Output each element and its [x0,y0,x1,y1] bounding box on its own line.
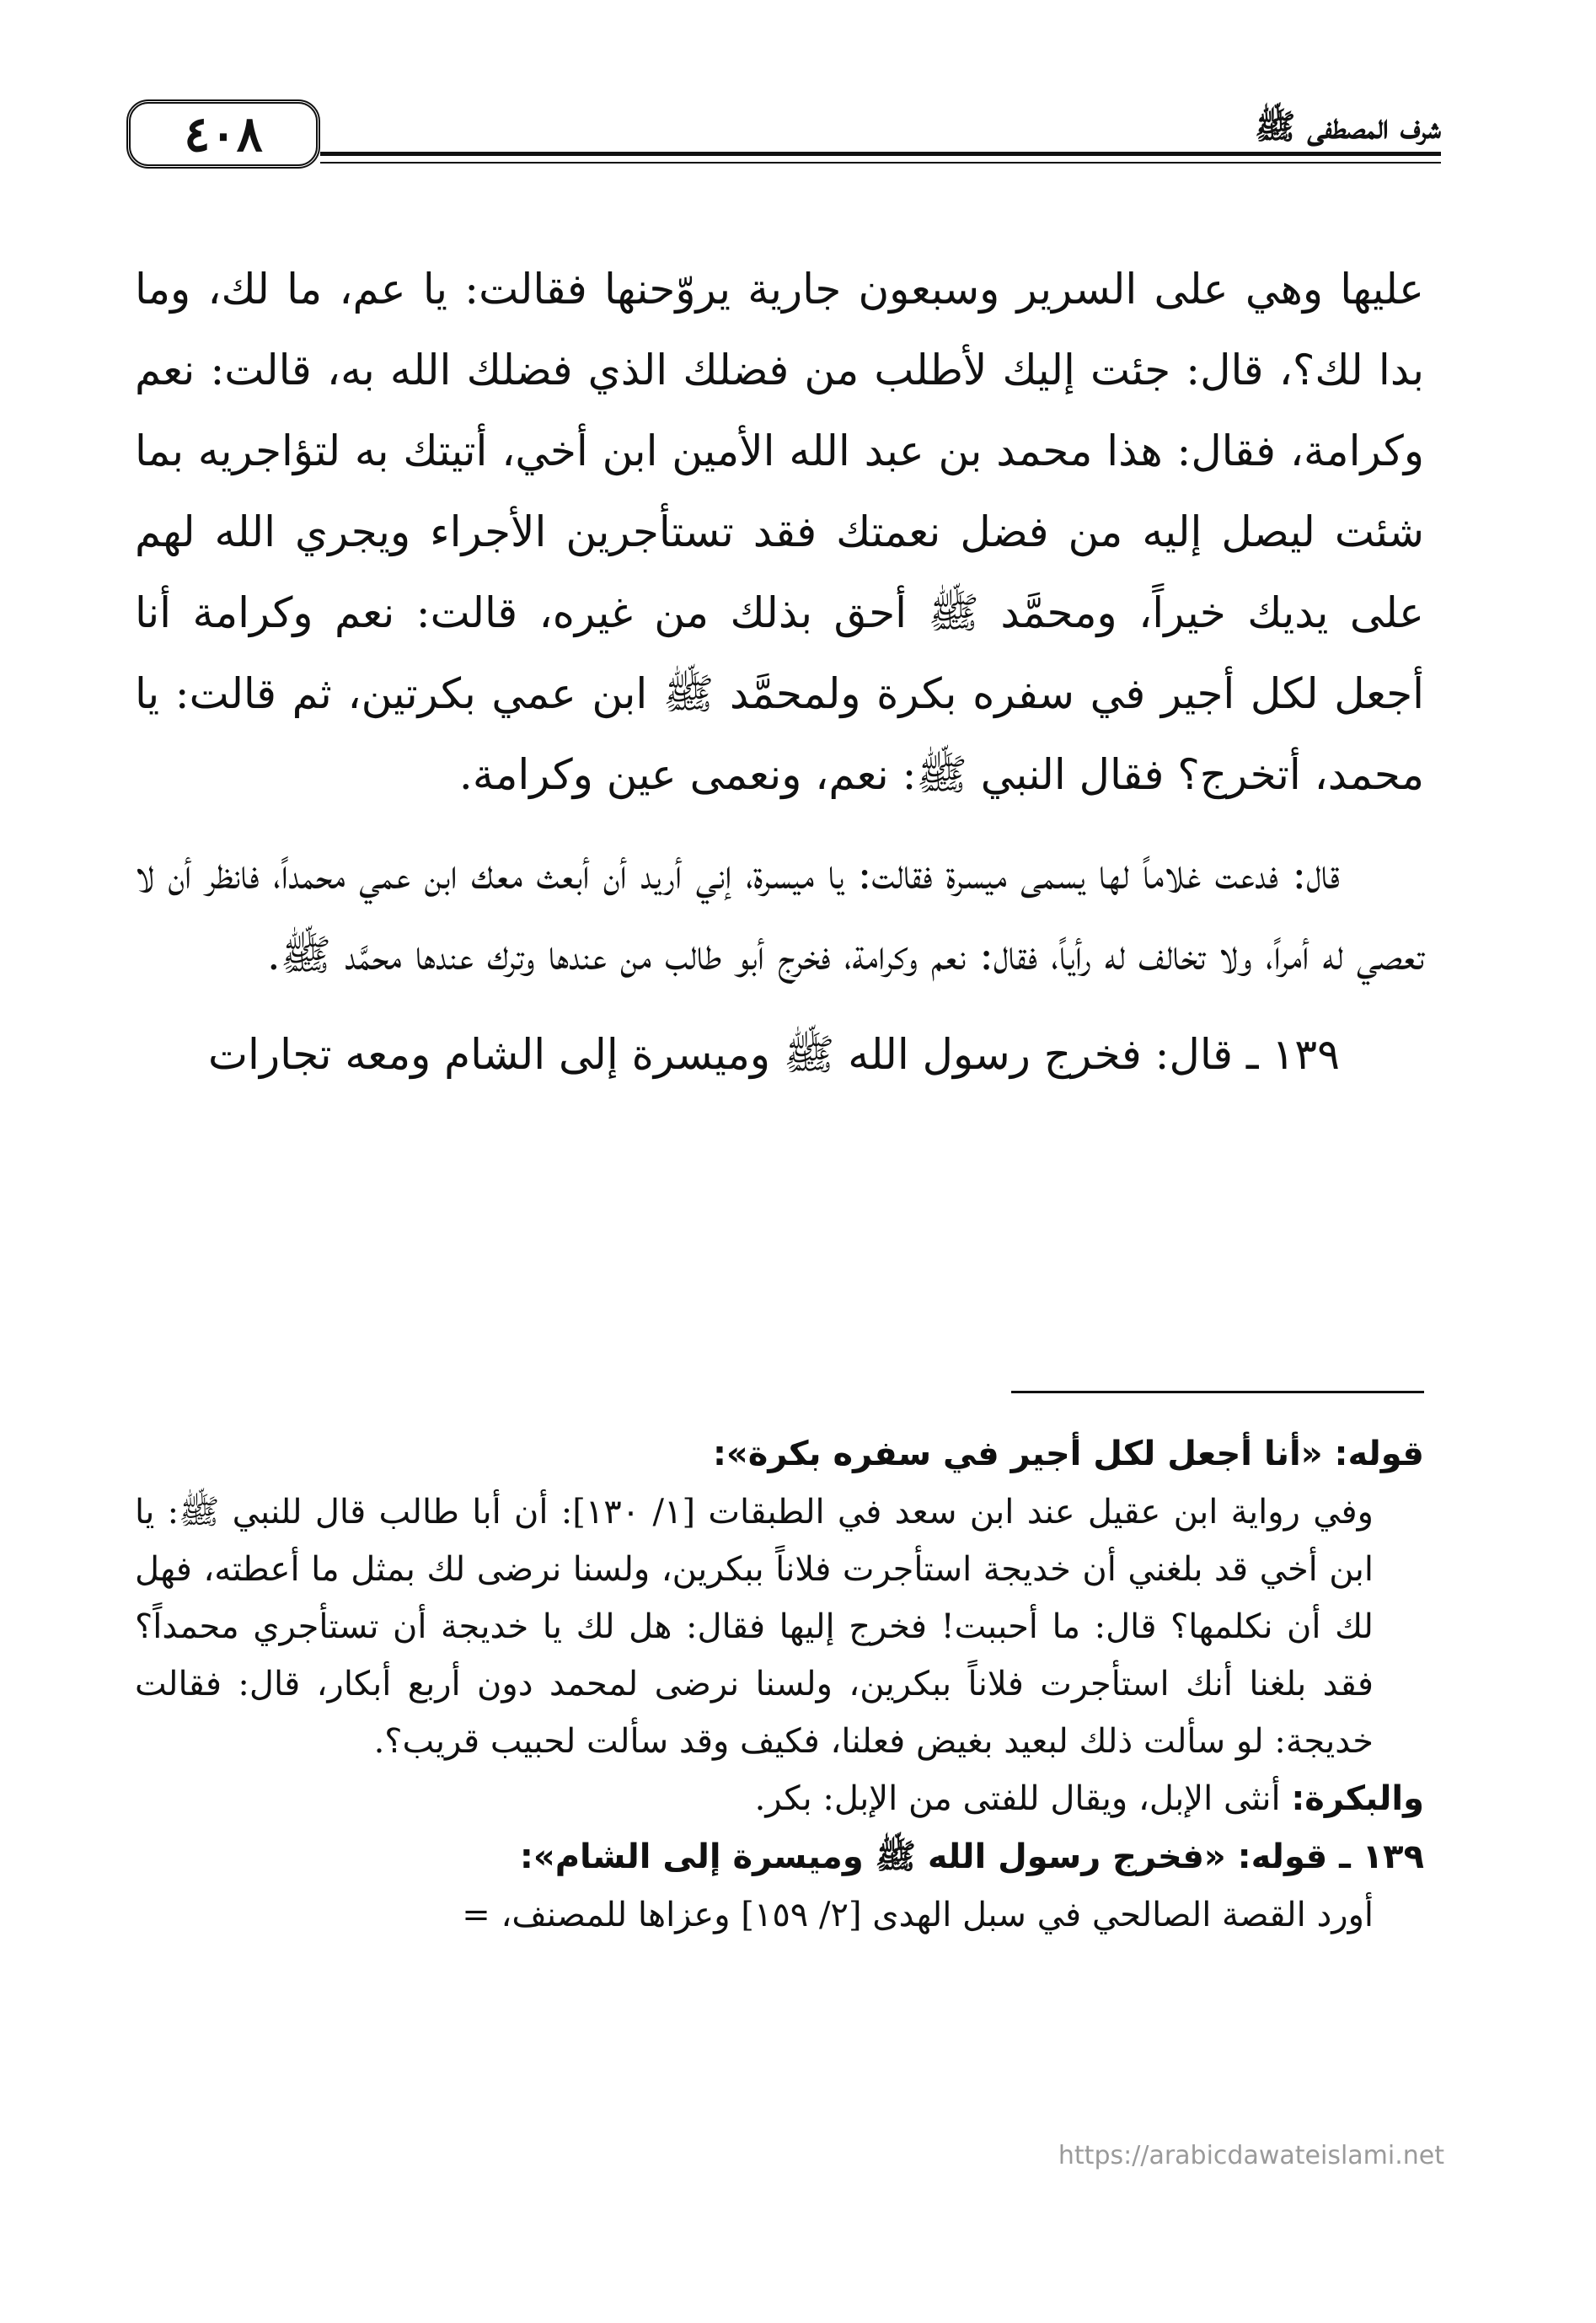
definition-term: والبكرة: [1291,1779,1424,1818]
main-text [135,249,1424,1113]
footnote-definition [135,1770,1424,1827]
watermark-url: https://arabicdawateislami.net [1058,2141,1444,2170]
body-paragraph: قال: فدعت غلاماً لها يسمى ميسرة فقالت: يا ميسرة، إني أريد أن أبعث معك ابن عمي محمداً، فانظر أن لا تعصي له أمراً، ولا تخالف له رأياً، فقال: نعم وكرامة، فخرج أبو طالب من عندها وترك عندها محمَّد ﷺ. [135,850,1424,979]
footnote-text: وفي رواية ابن عقيل عند ابن سعد في الطبقات [١/ ١٣٠]: أن أبا طالب قال للنبي ﷺ: يا ابن أخي قد بلغني أن خديجة استأجرت فلاناً ببكرين، ولسنا نرضى لك بمثل ما أعطته، فهل لك أن نكلمها؟ قال: ما أحببت! فخرج إليها فقال: هل لك يا خديجة أن تستأجري محمداً؟ فقد بلغنا أنك استأجرت فلاناً ببكرين، ولسنا نرضى لمحمد دون أربع أبكار، قال: فقالت خديجة: لو سألت ذلك لبعيد بغيض فعلنا، فكيف وقد سألت لحبيب قريب؟. [135,1493,1374,1761]
footnote-title: ١٣٩ ـ قوله: «فخرج رسول الله ﷺ وميسرة إلى الشام»: [519,1837,1424,1876]
page-number: ٤٠٨ [126,99,320,169]
header-rule [320,152,1441,156]
footnote-text: أورد القصة الصالحي في سبل الهدى [٢/ ١٥٩] وعزاها للمصنف، = [462,1896,1374,1934]
footnotes [135,1424,1424,1944]
page-header [126,99,1441,192]
footnote-title: قوله: «أنا أجعل لكل أجير في سفره بكرة»: [712,1435,1424,1473]
footnote-separator [1011,1391,1424,1393]
header-rule-thin [320,162,1441,164]
definition-text: أنثى الإبل، ويقال للفتى من الإبل: بكر. [754,1779,1292,1818]
running-title: شرف المصطفى ﷺ [1255,107,1441,147]
body-paragraph: عليها وهي على السرير وسبعون جارية يروّحنها فقالت: يا عم، ما لك، وما بدا لك؟، قال: جئت إليك لأطلب من فضلك الذي فضلك الله به، قالت: نعم وكرامة، فقال: هذا محمد بن عبد الله الأمين ابن أخي، أتيتك به لتؤاجريه بما شئت ليصل إليه من فضل نعمتك فقد تستأجرين الأجراء ويجري الله لهم على يديك خيراً، ومحمَّد ﷺ أحق بذلك من غيره، قالت: نعم وكرامة أنا أجعل لكل أجير في سفره بكرة ولمحمَّد ﷺ ابن عمي بكرتين، ثم قالت: يا محمد، أتخرج؟ فقال النبي ﷺ: نعم، ونعمى عين وكرامة. [135,265,1424,799]
body-paragraph: ١٣٩ ـ قال: فخرج رسول الله ﷺ وميسرة إلى الشام ومعه تجارات [207,1030,1340,1079]
